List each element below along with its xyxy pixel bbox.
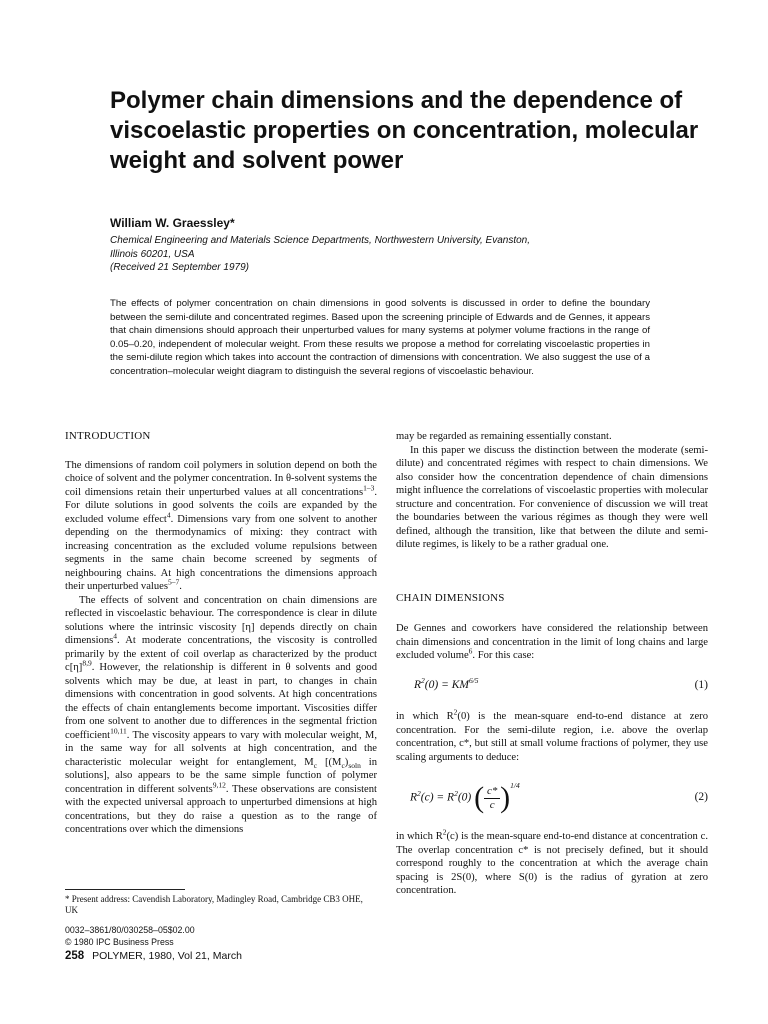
paragraph: De Gennes and coworkers have considered the relationship between chain dimensions and concentration in the limit of long chains and large excluded volume$^6$. For this case: xyxy=(396,623,708,661)
page-number: 258 xyxy=(65,950,85,962)
publication-codes xyxy=(65,924,195,948)
paper-title: Polymer chain dimensions and the dependence of viscoelastic properties on concentration, molecular weight and solvent power xyxy=(110,87,699,174)
abstract: The effects of polymer concentration on chain dimensions in good solvents is discussed in order to define the boundary between the semi-dilute and concentrated regimes. Based upon the screening principle of Edwards and de Gennes, it appears that chain dimensions should approach their unperturbed values for many systems at polymer volume fractions in the range of 0.05–0.20, independent of molecular weight. From these results we propose a method for correlating viscoelastic properties in the semi-dilute region which takes into account the contraction of dimensions with concentration. We also suggest the use of a concentration–molecular weight diagram to distinguish the several regions of viscoelastic behaviour. xyxy=(110,298,650,377)
paragraph: in which $R^2(0)$ is the mean-square end-to-end distance at zero concentration. For the semi-dilute region, i.e. above the overlap concentration, c*, but still at small volume fractions of polymer, they use scaling arguments to deduce: xyxy=(396,707,708,763)
left-column xyxy=(65,430,377,837)
issn-code: 0032–3861/80/030258–05$02.00 xyxy=(65,925,195,935)
section-heading-chain-dimensions: CHAIN DIMENSIONS xyxy=(396,591,505,604)
copyright: © 1980 IPC Business Press xyxy=(65,937,174,947)
section-heading-introduction: INTRODUCTION xyxy=(65,430,151,442)
page-footer xyxy=(65,950,242,962)
affiliation-line: Chemical Engineering and Materials Science Departments, Northwestern University, Evanston, xyxy=(110,235,531,246)
paragraph: may be regarded as remaining essentially constant. xyxy=(396,431,612,442)
journal-citation: POLYMER, 1980, Vol 21, March xyxy=(92,950,242,962)
equation-number: (2) xyxy=(694,791,708,804)
footnote-rule xyxy=(65,889,185,890)
paragraph: The dimensions of random coil polymers in solution depend on both the choice of solvent and the polymer concentration. In θ-solvent systems the coil dimensions retain their unperturbed values at all concentrations$^{1-3}$. For dilute solutions in good solvents the coils are expanded by the excluded volume effect$^4$. Dimensions vary from one solvent to another depending on the thermodynamics of mixing: they contract with increasing concentration as the excluded volume repulsions between segments in the same chain become screened by segments of neighbouring chains. At high concentrations the dimensions approach their unperturbed values$^{5-7}$. xyxy=(65,459,377,592)
footnote: * Present address: Cavendish Laboratory, Madingley Road, Cambridge CB3 OHE, UK xyxy=(65,894,363,915)
equation-2: $R^2(c) = R^2(0)$ ( $\frac{c*}{c}$ )$^{1/4}$ (2) xyxy=(410,780,708,814)
author-name: William W. Graessley* xyxy=(110,216,235,230)
affiliation xyxy=(110,234,670,275)
paragraph: In this paper we discuss the distinction between the moderate (semi-dilute) and concentrated régimes with respect to chain dimensions. We also consider how the concentration dependence of chain dimensions might influence the correlations of viscoelastic properties with molecular structure and concentration. For convenience of discussion we will treat the boundaries between the various régimes as though they were well defined, although the transition, like that between the dilute and semi-dilute regimes, is likely to be a rather gradual one. xyxy=(396,444,708,550)
equation-1: $R^2(0) = KM^{6/5}$ (1) xyxy=(414,675,708,691)
equation-number: (1) xyxy=(694,678,708,691)
received-date: (Received 21 September 1979) xyxy=(110,262,249,273)
paragraph: The effects of solvent and concentration on chain dimensions are reflected in viscoelastic behaviour. The correspondence is clear in dilute solutions where the intrinsic viscosity [η] depends directly on chain dimensions$^4$. At moderate concentrations, the viscosity is controlled primarily by the extent of coil overlap as characterized by the product $c[\eta]^{8,9}$. However, the relationship is different in θ solvents and good solvents which may be due, at least in part, to changes in chain dimensions with concentration in good solvents. At high concentrations the effects of chain entanglements become important. Viscosities differ from one solvent to another due to differences in the segmental friction coefficient$^{10,11}$. The viscosity appears to vary with molecular weight, M, in the same way for all solvents at high concentration, and the characteristic molecular weight for entanglement, $M_c$ [$(M_c)_{soln}$ in solutions], also appears to be the same simple function of polymer concentration in different solvents$^{9,12}$. These observations are consistent with the expected universal approach to unperturbed dimensions at high concentrations, but they do raise a question as to the range of concentrations over which the dimensions xyxy=(65,594,377,835)
right-column xyxy=(396,430,708,898)
paragraph: in which $R^2(c)$ is the mean-square end-to-end distance at concentration c. The overlap concentration c* is not precisely defined, but it should correspond roughly to the concentration at which the average chain spacing is 2S(0), where S(0) is the radius of gyration at zero concentration. xyxy=(396,827,708,896)
affiliation-line: Illinois 60201, USA xyxy=(110,248,195,260)
